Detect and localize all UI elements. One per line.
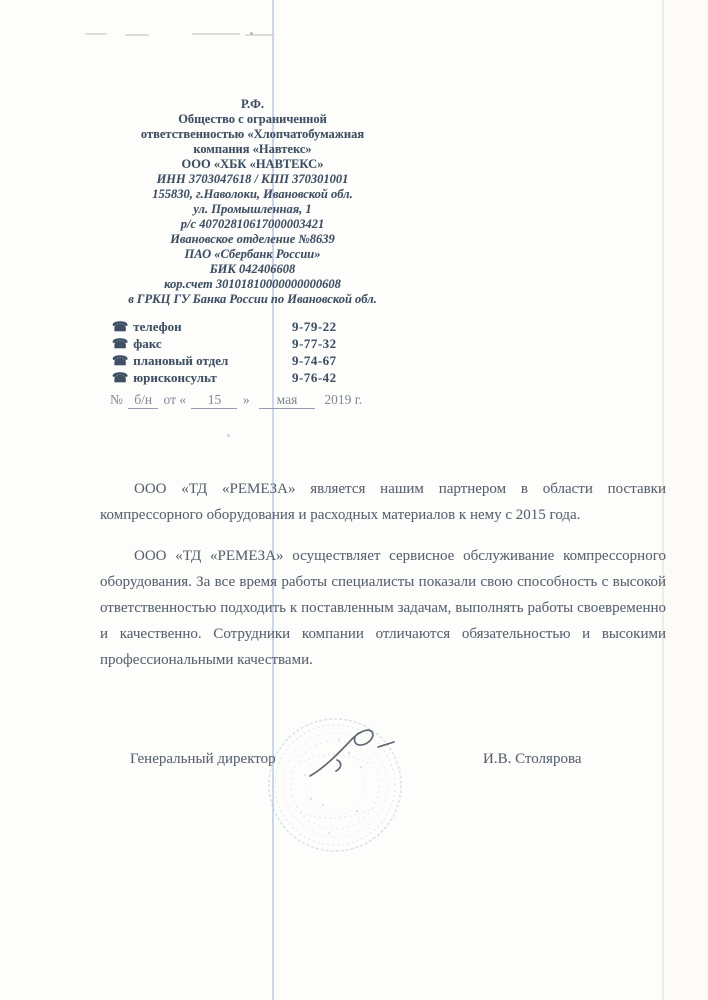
telephone-icon: ☎ <box>112 370 129 385</box>
letterhead-street: ул. Промышленная, 1 <box>193 202 312 216</box>
scan-artifact <box>250 32 253 35</box>
reference-number-line <box>110 392 362 409</box>
contact-phone-number: 9-76-42 <box>292 370 337 385</box>
telephone-icon: ☎ <box>112 319 129 334</box>
contact-phone-number: 9-79-22 <box>292 319 337 334</box>
body-paragraph: ООО «ТД «РЕМЕЗА» осуществляет сервисное обслуживание компрессорного оборудования. За все время работы специалисты показали свою способность с высокой ответственностью подходить к поставленным задачам, выполнять работы своевременно и качественно. Сотрудники компании отличаются обязательностью и высокими профессиональными качествами. <box>100 548 666 668</box>
contact-phone-list <box>112 318 392 386</box>
scan-artifact <box>227 434 230 437</box>
letterhead <box>95 97 410 307</box>
letterhead-line: Общество с ограниченной <box>178 112 327 126</box>
telephone-icon: ☎ <box>112 336 129 351</box>
number-label: № <box>110 392 123 407</box>
paper-edge-strip <box>664 0 708 1000</box>
contact-phone-number: 9-77-32 <box>292 336 337 351</box>
scan-artifact <box>192 33 240 35</box>
letter-number: б/н <box>128 392 158 409</box>
letterhead-bik: БИК 042406608 <box>209 262 296 276</box>
letterhead-bank-branch: Ивановское отделение №8639 <box>170 232 335 246</box>
date-month: мая <box>259 392 315 409</box>
letterhead-inn-kpp: ИНН 3703047618 / КПП 370301001 <box>156 172 349 186</box>
handwritten-signature <box>306 724 406 782</box>
date-from-label: от « <box>163 392 187 407</box>
scan-artifact <box>125 34 149 36</box>
contact-label: юрисконсульт <box>133 370 217 385</box>
telephone-icon: ☎ <box>112 353 129 368</box>
contact-label: телефон <box>133 319 182 334</box>
contact-label: факс <box>133 336 162 351</box>
signer-position: Генеральный директор <box>130 751 276 767</box>
letterhead-line: компания «Навтекс» <box>193 142 312 156</box>
contact-label: плановый отдел <box>133 353 229 368</box>
letterhead-bank-name: ПАО «Сбербанк России» <box>184 247 321 261</box>
letter-body <box>100 476 666 673</box>
contact-row <box>112 335 392 352</box>
letterhead-address: 155830, г.Наволоки, Ивановской обл. <box>152 187 353 201</box>
signer-name: И.В. Столярова <box>483 751 582 767</box>
contact-row <box>112 352 392 369</box>
letterhead-line: Р.Ф. <box>240 97 265 111</box>
contact-row <box>112 318 392 335</box>
body-paragraph: ООО «ТД «РЕМЕЗА» является нашим партнером в области поставки компрессорного оборудования и расходных материалов к нему с 2015 года. <box>100 481 666 523</box>
scan-artifact <box>85 33 107 35</box>
letterhead-bank-region: в ГРКЦ ГУ Банка России по Ивановской обл. <box>128 292 377 306</box>
date-day: 15 <box>191 392 237 409</box>
contact-phone-number: 9-74-67 <box>292 353 337 368</box>
contact-row <box>112 369 392 386</box>
letterhead-line: ООО «ХБК «НАВТЕКС» <box>181 157 324 171</box>
date-year: 2019 г. <box>324 392 363 407</box>
letterhead-line: ответственностью «Хлопчатобумажная <box>140 127 365 141</box>
quote-close: » <box>242 392 250 407</box>
letterhead-account: р/с 40702810617000003421 <box>180 217 325 231</box>
letterhead-corr-account: кор.счет 30101810000000000608 <box>164 277 341 291</box>
